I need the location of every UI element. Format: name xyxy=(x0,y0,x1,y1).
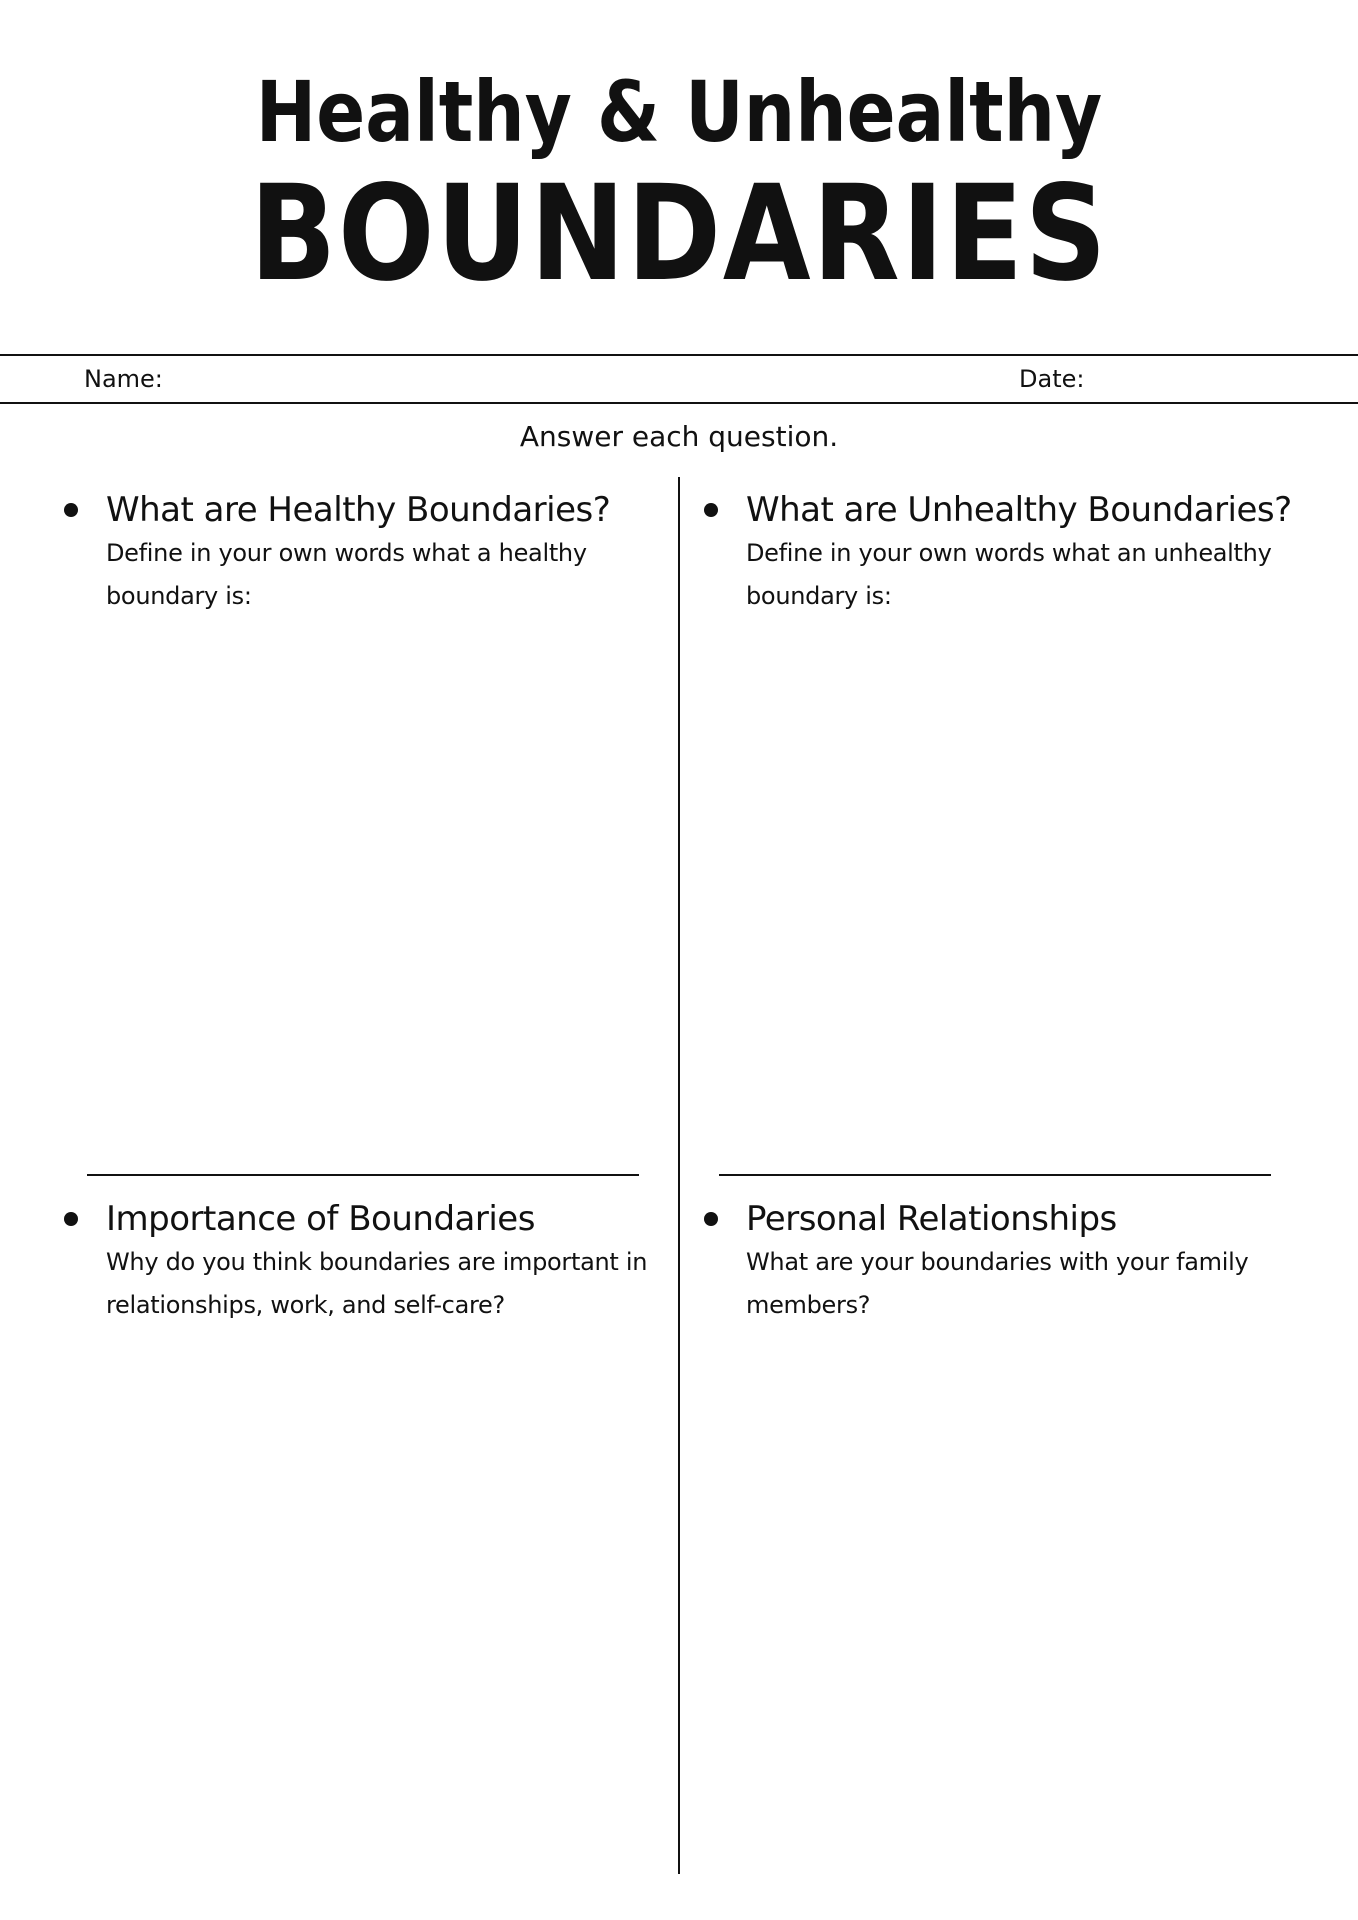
bullet-icon xyxy=(704,1212,718,1226)
date-field-label: Date: xyxy=(1019,365,1085,393)
section-title: Personal Relationships xyxy=(746,1199,1117,1239)
worksheet-subtitle: Healthy & Unhealthy xyxy=(255,63,1103,161)
column-divider xyxy=(678,477,680,1874)
bullet-icon xyxy=(64,1212,78,1226)
section-description: Define in your own words what an unhealthy boundary is: xyxy=(746,539,1272,610)
instruction-text: Answer each question. xyxy=(519,420,839,453)
section-description: Define in your own words what a healthy boundary is: xyxy=(106,539,587,610)
section-title: Importance of Boundaries xyxy=(106,1199,535,1239)
section-title: What are Healthy Boundaries? xyxy=(106,490,611,530)
header-top-rule xyxy=(0,354,1358,356)
section-description: Why do you think boundaries are important in relationships, work, and self-care? xyxy=(106,1248,648,1319)
section-description: What are your boundaries with your family members? xyxy=(746,1248,1249,1319)
worksheet-title: BOUNDARIES xyxy=(249,157,1109,311)
header-bottom-rule xyxy=(0,402,1358,404)
row-divider-right xyxy=(719,1174,1271,1176)
bullet-icon xyxy=(704,503,718,517)
bullet-icon xyxy=(64,503,78,517)
section-title: What are Unhealthy Boundaries? xyxy=(746,490,1292,530)
row-divider-left xyxy=(87,1174,639,1176)
name-field-label: Name: xyxy=(84,365,163,393)
